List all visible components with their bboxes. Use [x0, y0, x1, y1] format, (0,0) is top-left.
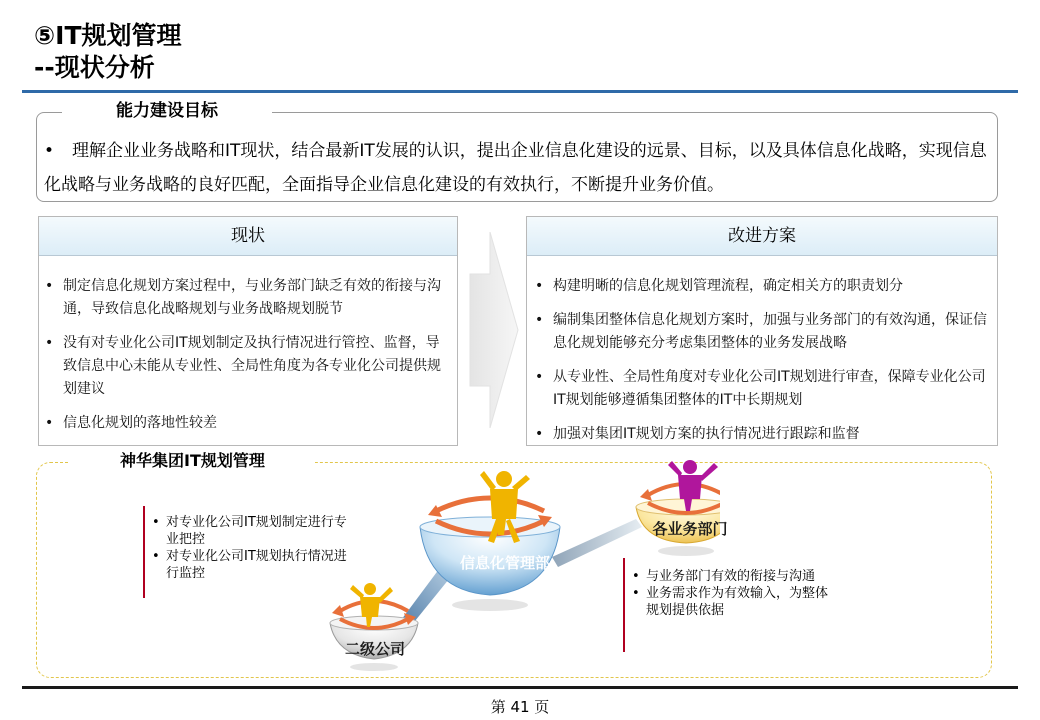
current-state-panel: [38, 216, 458, 446]
beam-right: [552, 519, 642, 567]
improvement-item: • 编制集团整体信息化规划方案时，加强与业务部门的有效沟通，保证信息化规划能够充分考虑集团整体的业务发展战略: [535, 309, 991, 355]
goal-text: [44, 134, 994, 202]
left-note-item: • 对专业化公司IT规划执行情况进行监控: [152, 548, 352, 582]
page-title: [34, 20, 182, 84]
node-right-label: 各业务部门: [652, 520, 728, 538]
left-notes-bar: [143, 506, 145, 598]
right-note-item: • 业务需求作为有效输入，为整体规划提供依据: [632, 585, 832, 619]
left-note-item: • 对专业化公司IT规划制定进行专业把控: [152, 514, 352, 548]
node-center-label: 信息化管理部: [459, 554, 550, 572]
org-label: 神华集团IT规划管理: [70, 451, 315, 471]
page-number: 第 41 页: [490, 698, 550, 716]
current-state-item: • 信息化规划的落地性较差: [45, 412, 449, 435]
improvement-panel: [526, 216, 998, 446]
current-state-list: [45, 275, 449, 446]
goal-text-body: 理解企业业务战略和IT现状，结合最新IT发展的认识，提出企业信息化建设的远景、目标，以及具体信息化战略，实现信息化战略与业务战略的良好匹配，全面指导企业信息化建设的有效执行，不断提升业务价值。: [44, 141, 987, 195]
improvement-item: • 构建明晰的信息化规划管理流程，确定相关方的职责划分: [535, 275, 991, 298]
current-state-title: 现状: [39, 217, 457, 256]
title-line-2: --现状分析: [34, 53, 155, 82]
chevron-right-icon: [466, 232, 520, 428]
improvement-item: • 加强对集团IT规划方案的执行情况进行跟踪和监督: [535, 423, 991, 446]
header-divider: [22, 90, 1018, 93]
node-left-label: 二级公司: [344, 640, 405, 658]
goal-bullet: •: [44, 141, 55, 161]
footer-divider: [22, 686, 1018, 689]
right-note-item: • 与业务部门有效的衔接与沟通: [632, 568, 832, 585]
improvement-item: • 从专业性、全局性角度对专业化公司IT规划进行审查，保障专业化公司IT规划能够遵循集团整体的IT中长期规划: [535, 366, 991, 412]
current-state-item: • 制定信息化规划方案过程中，与业务部门缺乏有效的衔接与沟通，导致信息化战略规划与业务战略规划脱节: [45, 275, 449, 321]
improvement-list: [535, 275, 991, 457]
title-line-1: ⑤IT规划管理: [34, 21, 182, 50]
goal-label: 能力建设目标: [62, 100, 272, 122]
improvement-title: 改进方案: [527, 217, 997, 256]
current-state-item: • 没有对专业化公司IT规划制定及执行情况进行管控、监督，导致信息中心未能从专业性、全局性角度为各专业化公司提供规划建议: [45, 332, 449, 401]
